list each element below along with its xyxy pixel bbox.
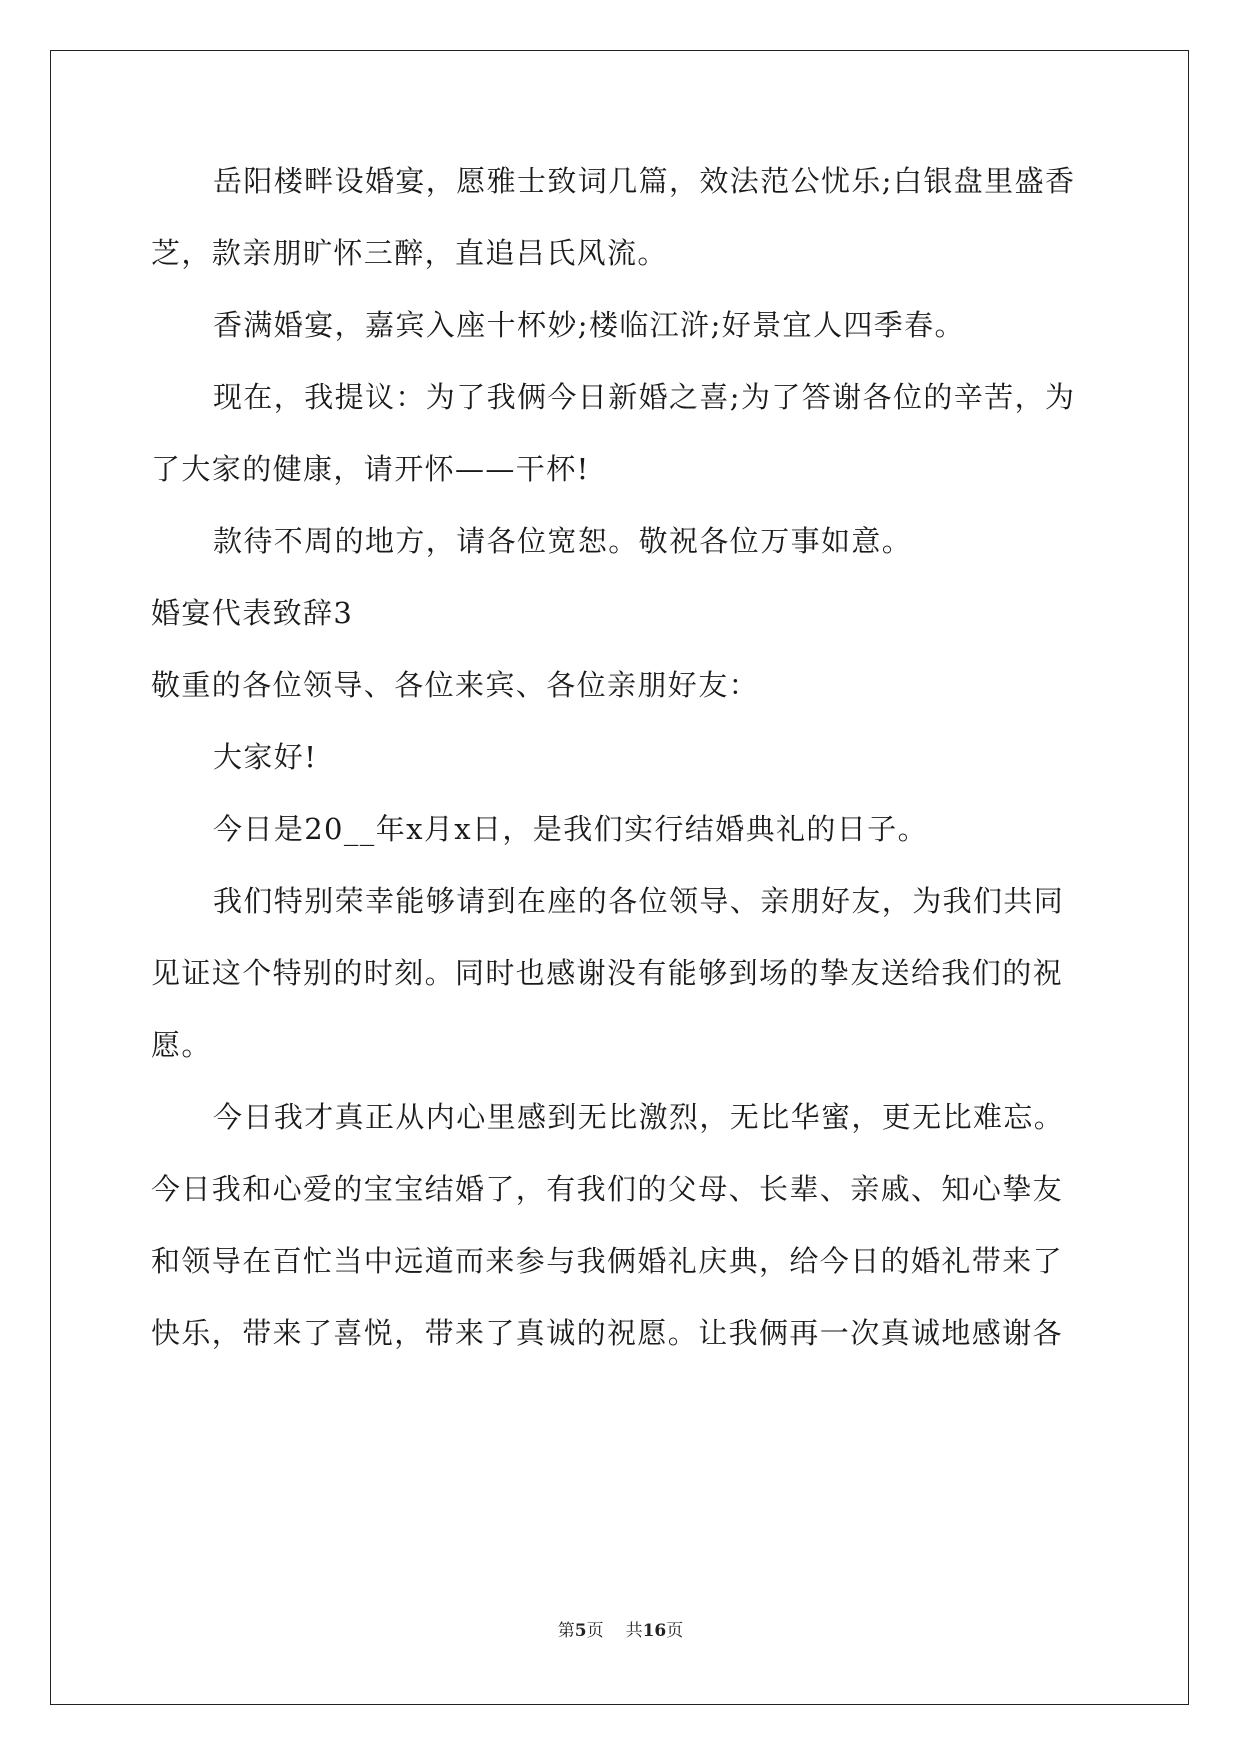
paragraph-line: 今日我才真正从内心里感到无比激烈，无比华蜜，更无比难忘。 xyxy=(213,1100,1065,1134)
greeting-line: 大家好! xyxy=(213,740,318,774)
salutation-line: 敬重的各位领导、各位来宾、各位亲朋好友： xyxy=(151,668,760,702)
page-prefix: 第 xyxy=(557,1621,575,1641)
total-prefix: 共 xyxy=(625,1621,643,1641)
page-border xyxy=(50,50,1189,1705)
section-heading: 婚宴代表致辞3 xyxy=(151,596,354,630)
paragraph-line: 现在，我提议：为了我俩今日新婚之喜;为了答谢各位的辛苦，为 xyxy=(213,380,1076,414)
paragraph-line: 今日我和心爱的宝宝结婚了，有我们的父母、长辈、亲戚、知心挚友 xyxy=(151,1172,1064,1206)
total-page-count: 16 xyxy=(642,1621,667,1641)
paragraph-line: 见证这个特别的时刻。同时也感谢没有能够到场的挚友送给我们的祝 xyxy=(151,956,1064,990)
paragraph-line: 快乐，带来了喜悦，带来了真诚的祝愿。让我俩再一次真诚地感谢各 xyxy=(151,1316,1064,1350)
total-suffix: 页 xyxy=(666,1621,684,1641)
paragraph-line: 和领导在百忙当中远道而来参与我俩婚礼庆典，给今日的婚礼带来了 xyxy=(151,1244,1064,1278)
paragraph-line: 款待不周的地方，请各位宽恕。敬祝各位万事如意。 xyxy=(213,524,913,558)
paragraph-line: 愿。 xyxy=(151,1028,212,1062)
paragraph-line: 岳阳楼畔设婚宴，愿雅士致词几篇，效法范公忧乐;白银盘里盛香 xyxy=(213,164,1076,198)
paragraph-line: 芝，款亲朋旷怀三醉，直追吕氏风流。 xyxy=(151,236,668,270)
page-suffix: 页 xyxy=(586,1621,604,1641)
paragraph-line: 我们特别荣幸能够请到在座的各位领导、亲朋好友，为我们共同 xyxy=(213,884,1065,918)
paragraph-line: 了大家的健康，请开怀——干杯! xyxy=(151,452,590,486)
paragraph-line: 香满婚宴，嘉宾入座十杯妙;楼临江浒;好景宜人四季春。 xyxy=(213,308,965,342)
paragraph-line: 今日是20__年x月x日，是我们实行结婚典礼的日子。 xyxy=(213,812,929,846)
page-footer xyxy=(0,1620,1241,1642)
current-page-number: 5 xyxy=(574,1621,587,1641)
